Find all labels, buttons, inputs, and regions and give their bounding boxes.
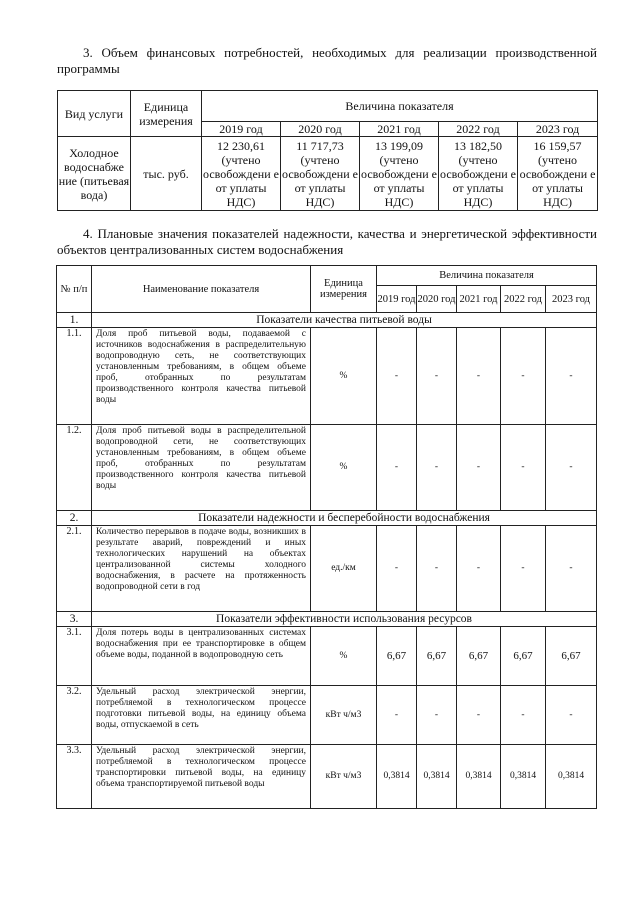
value-cell: 0,3814	[501, 745, 546, 809]
year-header: 2022 год	[439, 122, 518, 137]
value-cell: -	[377, 328, 417, 425]
col-header-service: Вид услуги	[58, 91, 131, 137]
unit-cell: тыс. руб.	[131, 137, 202, 211]
col-header-no: № п/п	[57, 266, 92, 313]
row-number: 3.1.	[57, 627, 92, 686]
value-cell: -	[377, 425, 417, 511]
value-cell: -	[377, 686, 417, 745]
year-header: 2023 год	[518, 122, 598, 137]
financial-needs-table	[57, 90, 598, 211]
year-header: 2019 год	[202, 122, 281, 137]
unit-cell: %	[311, 425, 377, 511]
value-cell: -	[377, 526, 417, 612]
unit-cell: кВт ч/м3	[311, 686, 377, 745]
value-cell: -	[501, 526, 546, 612]
year-header: 2019 год	[377, 286, 417, 313]
group-number: 3.	[57, 612, 92, 627]
value-cell: 6,67	[546, 627, 597, 686]
unit-cell: ед./км	[311, 526, 377, 612]
row-number: 1.1.	[57, 328, 92, 425]
group-number: 1.	[57, 313, 92, 328]
year-header: 2021 год	[360, 122, 439, 137]
value-cell: -	[417, 425, 457, 511]
indicator-name: Доля проб питьевой воды в распределительной водопроводной сети, не соответствующих установленным требованиям, в общем объеме проб, отобранных по результатам производственного контроля качества питьевой воды	[92, 425, 311, 511]
indicator-name: Доля потерь воды в централизованных системах водоснабжения при ее транспортировке в общем объеме воды, поданной в водопроводную сеть	[92, 627, 311, 686]
col-header-unit: Единица измерения	[311, 266, 377, 313]
year-header: 2023 год	[546, 286, 597, 313]
value-cell: -	[457, 686, 501, 745]
group-title: Показатели качества питьевой воды	[92, 313, 597, 328]
value-cell: 6,67	[501, 627, 546, 686]
indicators-table	[56, 265, 597, 809]
value-cell: -	[546, 328, 597, 425]
col-header-name: Наименование показателя	[92, 266, 311, 313]
section3-heading: 3. Объем финансовых потребностей, необходимых для реализации производственной программы	[57, 45, 597, 76]
col-header-unit: Единица измерения	[131, 91, 202, 137]
year-header: 2020 год	[281, 122, 360, 137]
group-number: 2.	[57, 511, 92, 526]
value-cell: -	[501, 686, 546, 745]
value-cell: 12 230,61 (учтено освобождени е от уплаты НДС)	[203, 138, 279, 209]
value-cell: 13 182,50 (учтено освобождени е от уплаты НДС)	[440, 138, 516, 209]
value-cell: 0,3814	[377, 745, 417, 809]
value-cell: 6,67	[417, 627, 457, 686]
value-cell: -	[417, 526, 457, 612]
value-cell: -	[501, 328, 546, 425]
year-header: 2021 год	[457, 286, 501, 313]
col-header-value: Величина показателя	[202, 91, 598, 122]
value-cell: 11 717,73 (учтено освобождени е от уплаты НДС)	[282, 138, 358, 209]
value-cell: -	[457, 328, 501, 425]
group-title: Показатели надежности и бесперебойности водоснабжения	[92, 511, 597, 526]
indicator-name: Удельный расход электрической энергии, потребляемой в технологическом процессе подготовки питьевой воды, на единицу объема воды, отпускаемой в сеть	[92, 686, 311, 745]
row-number: 1.2.	[57, 425, 92, 511]
value-cell: 0,3814	[546, 745, 597, 809]
indicator-name: Количество перерывов в подаче воды, возникших в результате аварий, повреждений и иных технологических нарушений на объектах централизованной системы холодного водоснабжения, в расчете на протяженность водопроводной сети в год	[92, 526, 311, 612]
year-header: 2020 год	[417, 286, 457, 313]
value-cell: 13 199,09 (учтено освобождени е от уплаты НДС)	[361, 138, 437, 209]
value-cell: -	[546, 526, 597, 612]
value-cell: -	[457, 425, 501, 511]
value-cell: -	[417, 328, 457, 425]
value-cell: 16 159,57 (учтено освобождени е от уплаты НДС)	[518, 137, 598, 211]
value-cell: 0,3814	[417, 745, 457, 809]
col-header-value: Величина показателя	[377, 266, 597, 286]
service-name: Холодное водоснабже ние (питьевая вода)	[58, 137, 131, 211]
year-header: 2022 год	[501, 286, 546, 313]
row-number: 3.3.	[57, 745, 92, 809]
value-cell: 6,67	[457, 627, 501, 686]
group-title: Показатели эффективности использования ресурсов	[92, 612, 597, 627]
indicator-name: Доля проб питьевой воды, подаваемой с источников водоснабжения в распределительную водопроводную сеть, не соответствующих установленным требованиям, в общем объеме проб, отобранных по результатам производственного контроля качества питьевой воды	[92, 328, 311, 425]
unit-cell: %	[311, 328, 377, 425]
row-number: 3.2.	[57, 686, 92, 745]
value-cell: -	[501, 425, 546, 511]
row-number: 2.1.	[57, 526, 92, 612]
unit-cell: кВт ч/м3	[311, 745, 377, 809]
unit-cell: %	[311, 627, 377, 686]
value-cell: -	[417, 686, 457, 745]
value-cell: -	[546, 686, 597, 745]
value-cell: 0,3814	[457, 745, 501, 809]
indicator-name: Удельный расход электрической энергии, потребляемой в технологическом процессе транспортировки питьевой воды, на единицу объема транспортируемой питьевой воды	[92, 745, 311, 809]
value-cell: 6,67	[377, 627, 417, 686]
section4-heading: 4. Плановые значения показателей надежности, качества и энергетической эффективности объектов централизованных систем водоснабжения	[57, 226, 597, 257]
value-cell: -	[546, 425, 597, 511]
value-cell: -	[457, 526, 501, 612]
